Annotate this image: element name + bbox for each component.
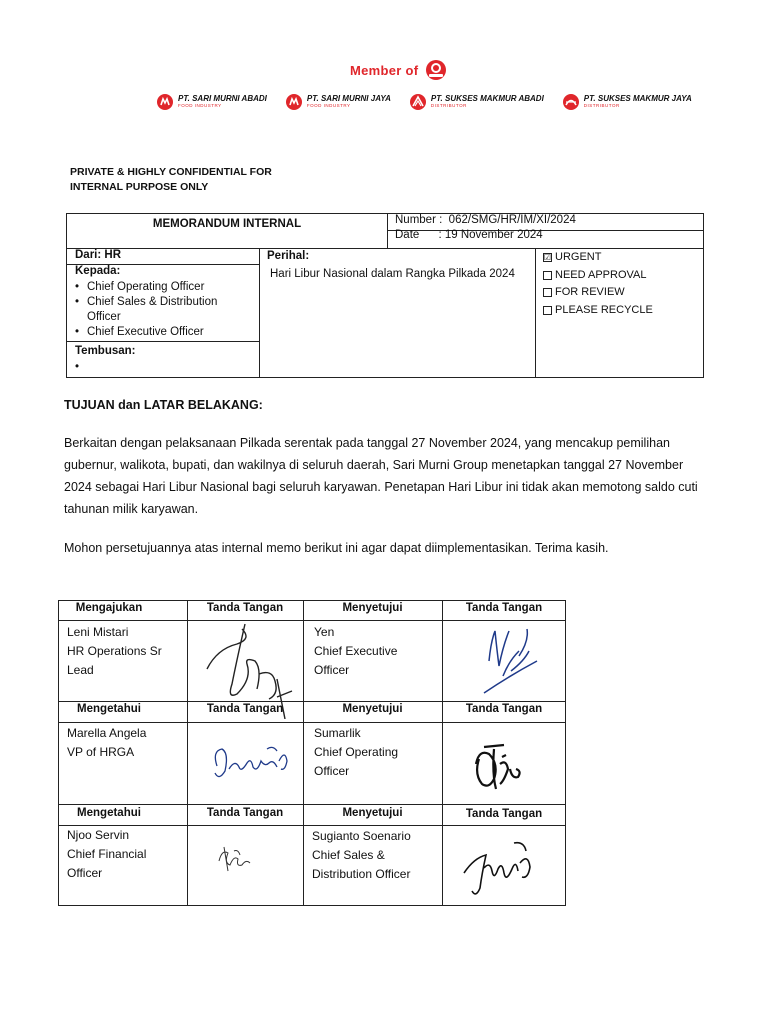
signer-info (67, 724, 146, 762)
status-flags (543, 249, 653, 319)
memo-from: Dari: HR (75, 249, 122, 261)
company-name: PT. SUKSES MAKMUR ABADI (430, 94, 544, 104)
confidential-line: PRIVATE & HIGHLY CONFIDENTIAL FOR (70, 166, 272, 178)
signer-title: Officer (314, 764, 350, 778)
checkbox-icon[interactable] (543, 288, 552, 297)
signer-name: Sumarlik (314, 726, 361, 740)
flag-for-review[interactable] (543, 284, 653, 302)
company-logo (285, 93, 391, 111)
signature-marella-icon (207, 731, 297, 791)
checked-box-icon[interactable]: ☑ (543, 252, 552, 262)
company-logo (409, 93, 544, 111)
company-sub: DISTRIBUTOR (583, 103, 620, 109)
signature-header: Tanda Tangan (206, 602, 284, 614)
flag-please-recycle[interactable] (543, 302, 653, 320)
signer-info (312, 827, 411, 884)
flag-label: FOR REVIEW (555, 286, 625, 298)
approval-header: Menyetujui (342, 807, 403, 819)
approval-table (58, 600, 566, 906)
signer-title: Distribution Officer (312, 867, 411, 881)
company-name: PT. SUKSES MAKMUR JAYA (583, 94, 692, 104)
signature-header: Tanda Tangan (465, 808, 543, 820)
cc-label: Tembusan: (75, 345, 136, 357)
signer-name: Njoo Servin (67, 828, 130, 842)
list-item: • Chief Executive Officer (73, 325, 253, 340)
company-logo (156, 93, 267, 111)
flag-urgent[interactable] (543, 249, 653, 267)
company-sub: DISTRIBUTOR (430, 103, 467, 109)
company-logos-row (156, 92, 692, 112)
signature-sumarlik-icon (464, 739, 534, 799)
flag-label: NEED APPROVAL (555, 268, 647, 281)
signature-header: Tanda Tangan (465, 703, 543, 715)
signer-title: VP of HRGA (67, 745, 135, 759)
sukses-makmur-icon (562, 93, 580, 111)
signer-name: Sugianto Soenario (312, 829, 411, 843)
signer-title: Chief Executive (314, 644, 398, 658)
signature-sugianto-icon (454, 833, 544, 903)
signer-name: Leni Mistari (67, 625, 129, 639)
flag-need-approval[interactable] (543, 267, 653, 285)
sari-murni-icon (156, 93, 174, 111)
signature-header: Tanda Tangan (206, 703, 284, 715)
signer-info (314, 623, 397, 680)
company-name: PT. SARI MURNI JAYA (306, 94, 391, 104)
flag-label: PLEASE RECYCLE (555, 303, 653, 316)
subject-label: Perihal: (267, 250, 310, 262)
signer-title: Chief Financial (67, 847, 147, 861)
cc-bullet: • (75, 361, 80, 373)
signer-title: Chief Sales & (312, 848, 385, 862)
subject-text: Hari Libur Nasional dalam Rangka Pilkada 2024 (270, 268, 515, 280)
member-of-label: Member of (350, 62, 419, 78)
member-of-banner (350, 58, 500, 82)
list-item: • Chief Sales & Distribution Officer (73, 295, 253, 325)
signer-title: HR Operations Sr (67, 644, 162, 658)
closing-sentence: Mohon persetujuannya atas internal memo berikut ini agar dapat diimplementasikan. Terima kasih. (64, 541, 609, 555)
memo-number: Number : 062/SMG/HR/IM/XI/2024 (395, 214, 576, 226)
checkbox-icon[interactable] (543, 271, 552, 280)
recipients-label: Kepada: (75, 265, 121, 277)
memo-header-table (66, 213, 704, 378)
signer-name: Yen (314, 625, 335, 639)
company-sub: FOOD INDUSTRY (178, 103, 222, 109)
company-sub: FOOD INDUSTRY (306, 103, 351, 109)
company-name: PT. SARI MURNI ABADI (178, 94, 267, 104)
section-title: TUJUAN dan LATAR BELAKANG: (64, 398, 263, 412)
approval-header: Menyetujui (342, 703, 403, 715)
list-item: • Chief Operating Officer (73, 280, 253, 295)
flag-label: URGENT (555, 251, 602, 263)
sukses-makmur-icon (409, 93, 427, 111)
memo-date: Date : 19 November 2024 (395, 229, 543, 241)
signature-header: Tanda Tangan (465, 602, 543, 614)
group-logo-icon (424, 58, 448, 82)
checkbox-icon[interactable] (543, 306, 552, 315)
confidentiality-notice (70, 165, 272, 195)
body-paragraph: Berkaitan dengan pelaksanaan Pilkada serentak pada tanggal 27 November 2024, yang mencakup pemilihan gubernur, walikota, bupati, dan wakilnya di seluruh daerah, Sari Murni Group menetapkan tanggal 27 November 2024 sebagai Hari Libur Nasional bagi seluruh karyawan. Penetapan Hari Libur ini tidak akan memotong saldo cuti tahunan milik karyawan. (64, 436, 698, 516)
confidential-line: INTERNAL PURPOSE ONLY (70, 181, 209, 193)
signer-name: Marella Angela (67, 726, 147, 740)
approval-header: Mengajukan (75, 602, 143, 614)
signer-info (67, 623, 162, 680)
signer-title: Lead (67, 663, 94, 677)
company-logo (562, 93, 692, 111)
signature-njoo-icon (214, 841, 254, 875)
memo-title: MEMORANDUM INTERNAL (152, 218, 302, 230)
signer-title: Officer (314, 663, 350, 677)
recipients-list (73, 280, 253, 340)
sari-murni-icon (285, 93, 303, 111)
signer-title: Chief Operating (314, 745, 399, 759)
signature-yen-icon (469, 621, 549, 701)
approval-header: Mengetahui (77, 807, 141, 819)
approval-header: Mengetahui (77, 703, 141, 715)
signer-info (314, 724, 398, 781)
approval-header: Menyetujui (342, 602, 403, 614)
signer-title: Officer (67, 866, 103, 880)
signature-header: Tanda Tangan (206, 807, 284, 819)
signer-info (67, 826, 146, 883)
